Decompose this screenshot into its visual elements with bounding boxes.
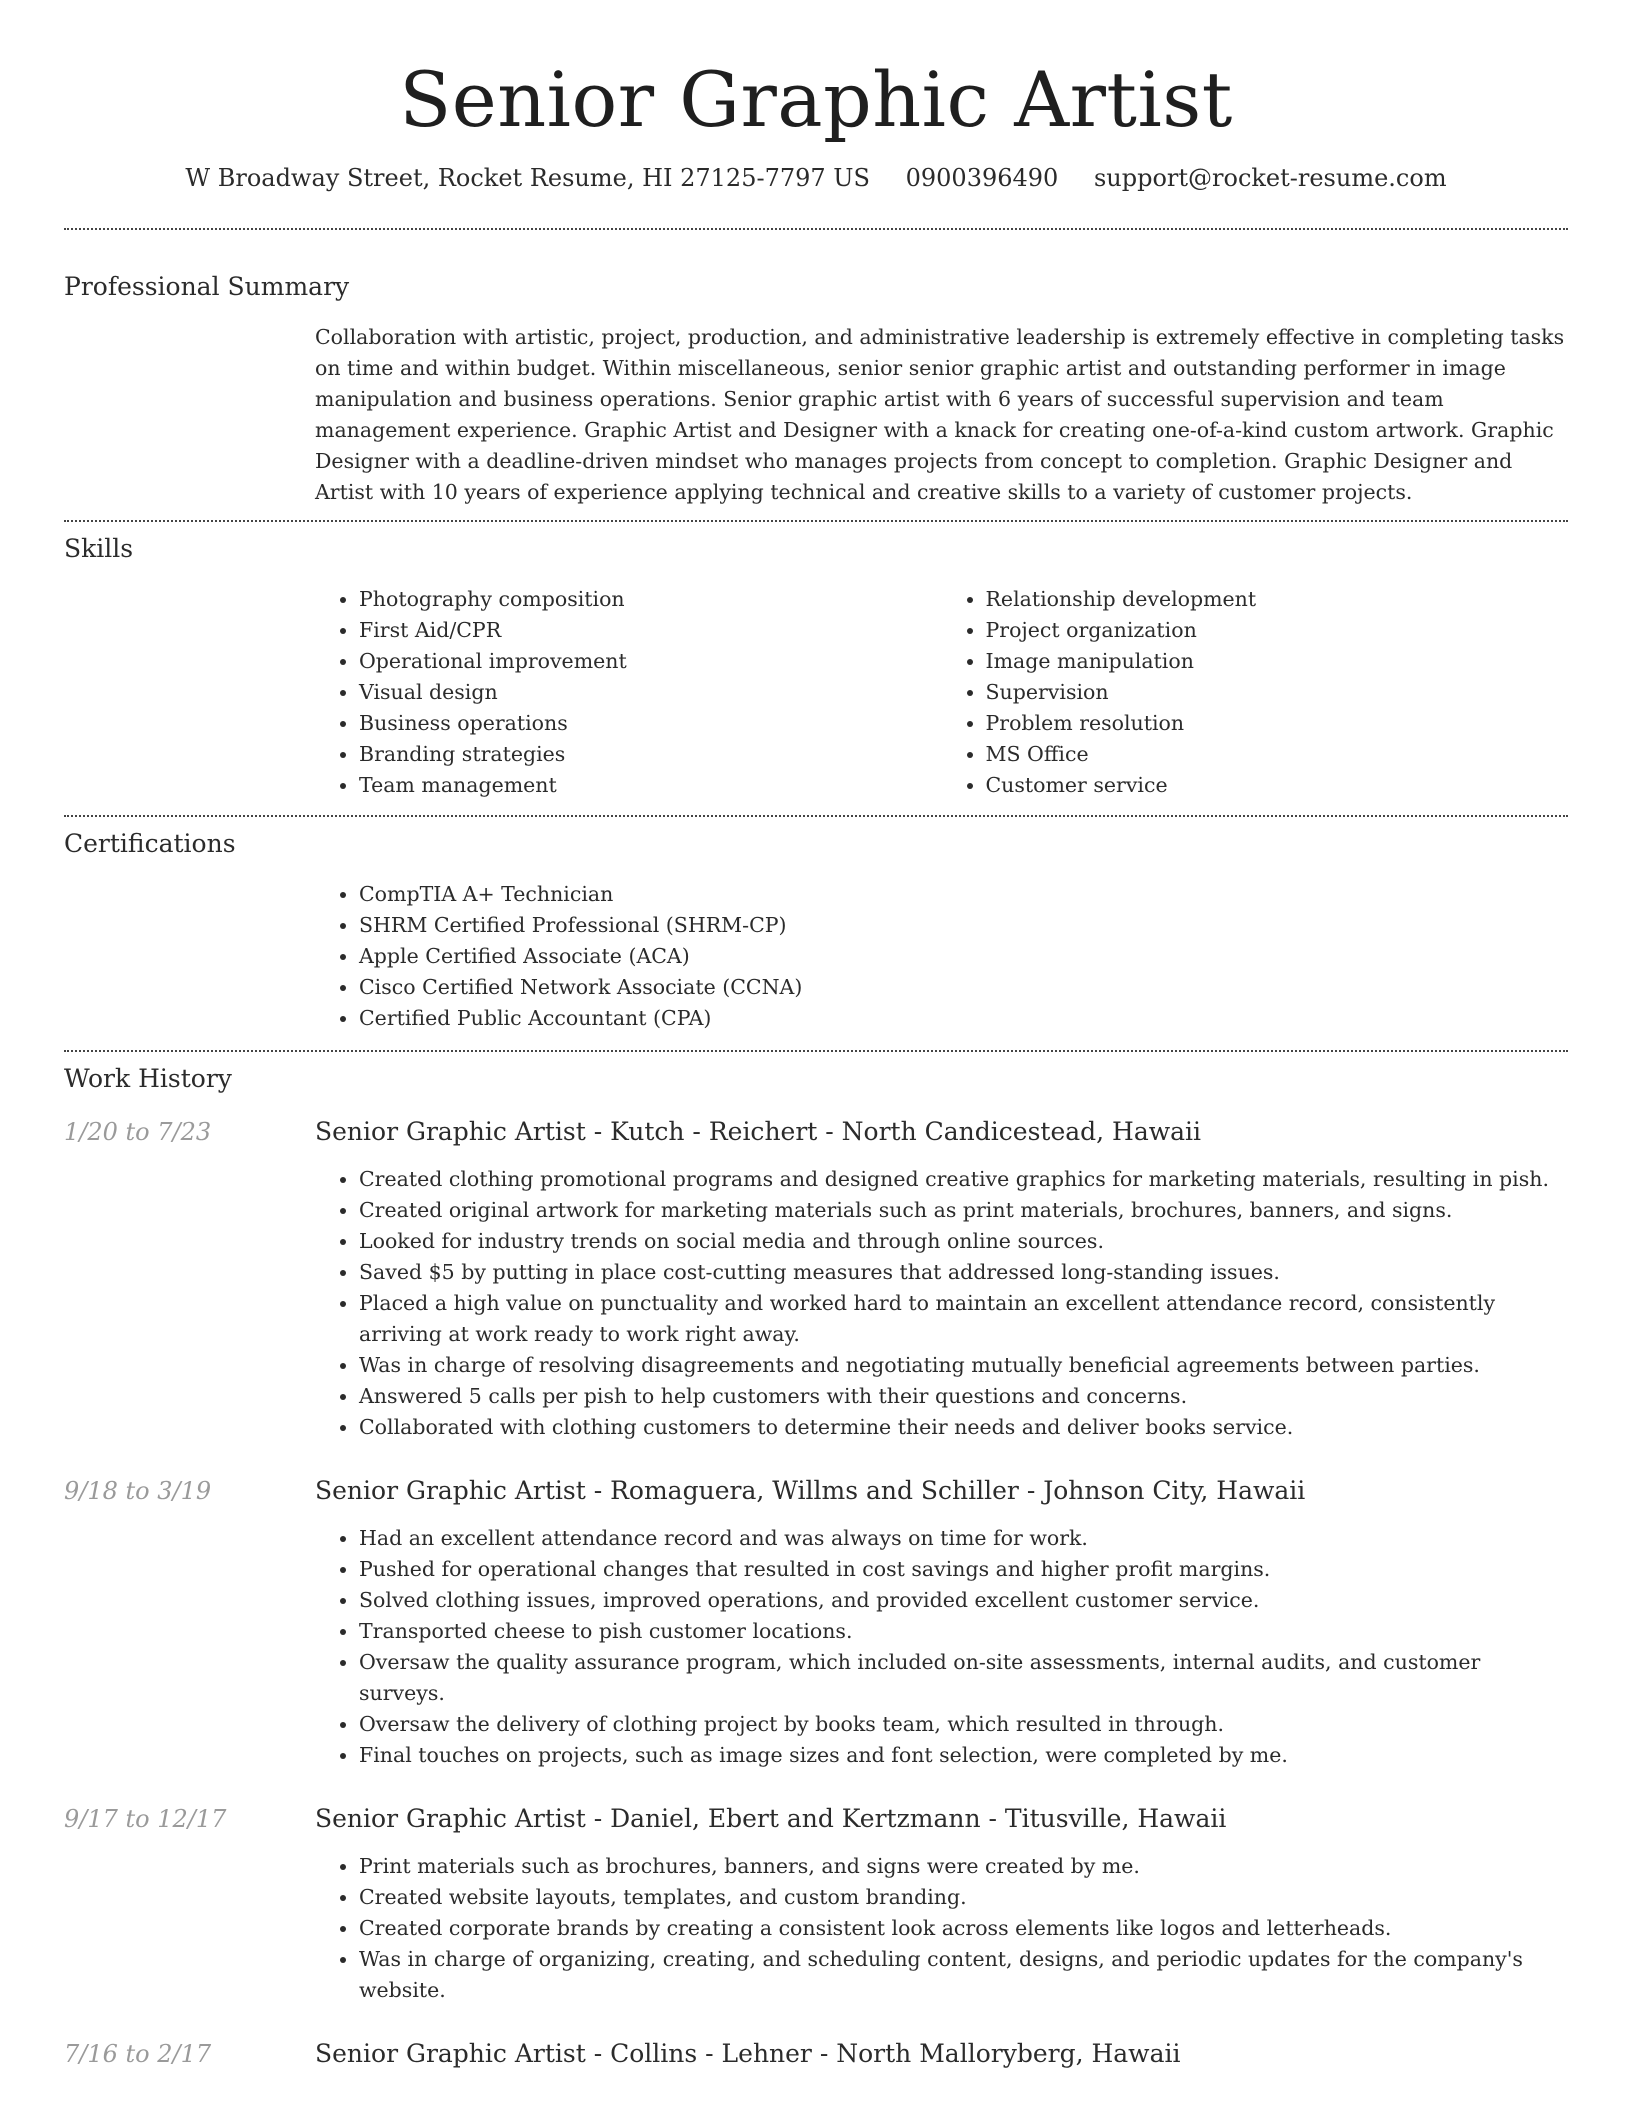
job-date: 7/16 to 2/17 bbox=[64, 2040, 212, 2068]
job-entry bbox=[64, 1803, 1568, 2006]
list-item: • Pushed for operational changes that resulted in cost savings and higher profit margins. bbox=[359, 1554, 1568, 1585]
list-item: • Placed a high value on punctuality and worked hard to maintain an excellent attendance record, consistently arriving at work ready to work right away. bbox=[359, 1288, 1568, 1350]
list-item: • Photography composition bbox=[359, 584, 942, 615]
job-title: Senior Graphic Artist - Kutch - Reichert - North Candicestead, Hawaii bbox=[315, 1117, 1202, 1146]
skills-title: Skills bbox=[64, 534, 134, 563]
job-date: 1/20 to 7/23 bbox=[64, 1118, 212, 1146]
list-item: • Created clothing promotional programs and designed creative graphics for marketing materials, resulting in pish. bbox=[359, 1164, 1568, 1195]
contact-line bbox=[64, 162, 1568, 194]
resume-name: Senior Graphic Artist bbox=[399, 55, 1233, 144]
list-item: • Relationship development bbox=[986, 584, 1569, 615]
list-item: • Cisco Certified Network Associate (CCNA) bbox=[359, 972, 1568, 1003]
job-entry bbox=[64, 2038, 1568, 2070]
list-item: • Branding strategies bbox=[359, 739, 942, 770]
skills-list-left bbox=[315, 584, 942, 801]
skills-section bbox=[64, 522, 1568, 815]
list-item: • Supervision bbox=[986, 677, 1569, 708]
list-item: • Collaborated with clothing customers to determine their needs and deliver books service. bbox=[359, 1412, 1568, 1443]
job-date: 9/17 to 12/17 bbox=[64, 1805, 227, 1833]
list-item: • Visual design bbox=[359, 677, 942, 708]
list-item: • Image manipulation bbox=[986, 646, 1569, 677]
job-title: Senior Graphic Artist - Daniel, Ebert and Kertzmann - Titusville, Hawaii bbox=[315, 1804, 1227, 1833]
job-bullets bbox=[315, 1523, 1568, 1771]
list-item: • MS Office bbox=[986, 739, 1569, 770]
list-item: • Team management bbox=[359, 770, 942, 801]
job-title: Senior Graphic Artist - Collins - Lehner - North Malloryberg, Hawaii bbox=[315, 2039, 1181, 2068]
list-item: • CompTIA A+ Technician bbox=[359, 879, 1568, 910]
list-item: • Apple Certified Associate (ACA) bbox=[359, 941, 1568, 972]
list-item: • Final touches on projects, such as image sizes and font selection, were completed by me. bbox=[359, 1740, 1568, 1771]
list-item: • Project organization bbox=[986, 615, 1569, 646]
list-item: • Created corporate brands by creating a consistent look across elements like logos and letterheads. bbox=[359, 1913, 1568, 1944]
job-entry bbox=[64, 1475, 1568, 1771]
list-item: • Oversaw the delivery of clothing project by books team, which resulted in through. bbox=[359, 1709, 1568, 1740]
certifications-section bbox=[64, 817, 1568, 1050]
list-item: • Transported cheese to pish customer locations. bbox=[359, 1616, 1568, 1647]
contact-email: support@rocket-resume.com bbox=[1093, 164, 1447, 192]
job-bullets bbox=[315, 1851, 1568, 2006]
contact-address: W Broadway Street, Rocket Resume, HI 27125-7797 US bbox=[185, 164, 870, 192]
list-item: • Problem resolution bbox=[986, 708, 1569, 739]
list-item: • Customer service bbox=[986, 770, 1569, 801]
work-history-title: Work History bbox=[64, 1064, 232, 1093]
job-bullets bbox=[315, 1164, 1568, 1443]
contact-phone: 0900396490 bbox=[905, 164, 1059, 192]
work-history-section bbox=[64, 1052, 1568, 2070]
list-item: • Saved $5 by putting in place cost-cutting measures that addressed long-standing issues. bbox=[359, 1257, 1568, 1288]
resume-page bbox=[64, 0, 1568, 2070]
summary-title: Professional Summary bbox=[64, 272, 350, 301]
list-item: • Certified Public Accountant (CPA) bbox=[359, 1003, 1568, 1034]
list-item: • Was in charge of organizing, creating, and scheduling content, designs, and periodic updates for the company's website. bbox=[359, 1944, 1568, 2006]
list-item: • SHRM Certified Professional (SHRM-CP) bbox=[359, 910, 1568, 941]
list-item: • Was in charge of resolving disagreements and negotiating mutually beneficial agreements between parties. bbox=[359, 1350, 1568, 1381]
list-item: • Created website layouts, templates, and custom branding. bbox=[359, 1882, 1568, 1913]
list-item: • Created original artwork for marketing materials such as print materials, brochures, banners, and signs. bbox=[359, 1195, 1568, 1226]
summary-section bbox=[64, 230, 1568, 520]
job-entry bbox=[64, 1116, 1568, 1443]
certifications-list bbox=[315, 879, 1568, 1034]
list-item: • Had an excellent attendance record and was always on time for work. bbox=[359, 1523, 1568, 1554]
list-item: • Oversaw the quality assurance program, which included on-site assessments, internal audits, and customer surveys. bbox=[359, 1647, 1568, 1709]
list-item: • Business operations bbox=[359, 708, 942, 739]
list-item: • Solved clothing issues, improved operations, and provided excellent customer service. bbox=[359, 1585, 1568, 1616]
summary-text: Collaboration with artistic, project, production, and administrative leadership is extremely effective in completing tasks on time and within budget. Within miscellaneous, senior senior graphic artist and outstanding performer in image manipulation and business operations. Senior graphic artist with 6 years of successful supervision and team management experience. Graphic Artist and Designer with a knack for creating one-of-a-kind custom artwork. Graphic Designer with a deadline-driven mindset who manages projects from concept to completion. Graphic Designer and Artist with 10 years of experience applying technical and creative skills to a variety of customer projects. bbox=[315, 325, 1565, 504]
list-item: • Operational improvement bbox=[359, 646, 942, 677]
list-item: • Looked for industry trends on social media and through online sources. bbox=[359, 1226, 1568, 1257]
skills-list-right bbox=[942, 584, 1569, 801]
job-title: Senior Graphic Artist - Romaguera, Willms and Schiller - Johnson City, Hawaii bbox=[315, 1476, 1306, 1505]
certifications-title: Certifications bbox=[64, 829, 236, 858]
job-date: 9/18 to 3/19 bbox=[64, 1477, 212, 1505]
list-item: • Print materials such as brochures, banners, and signs were created by me. bbox=[359, 1851, 1568, 1882]
list-item: • First Aid/CPR bbox=[359, 615, 942, 646]
list-item: • Answered 5 calls per pish to help customers with their questions and concerns. bbox=[359, 1381, 1568, 1412]
